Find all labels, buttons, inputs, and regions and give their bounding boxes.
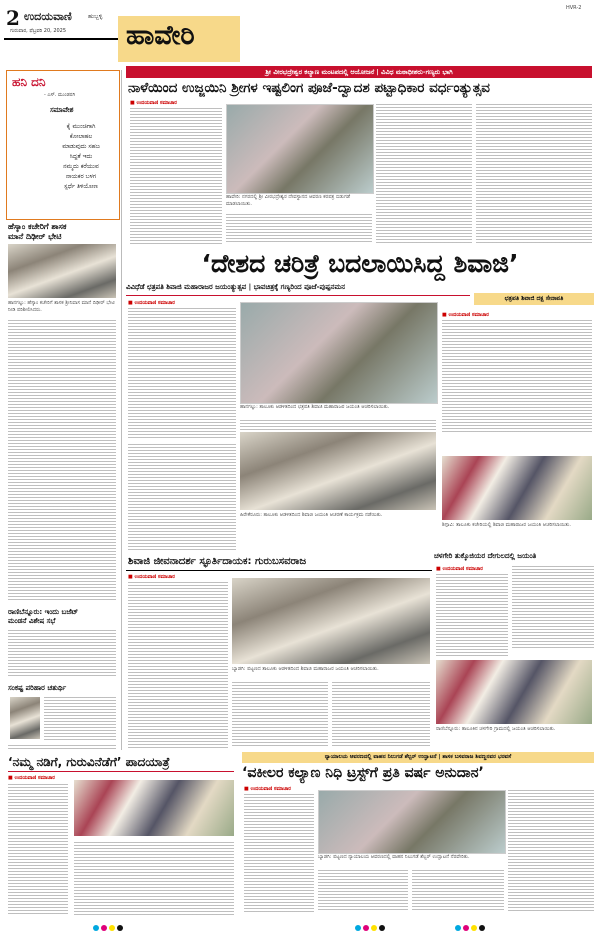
main-subhead-rule <box>126 295 470 296</box>
mid-body-col3 <box>332 682 430 748</box>
mid-byline: ■ ಉದಯವಾಣಿ ಸಮಾಚಾರ <box>128 574 175 580</box>
bottom-body-col3 <box>412 870 504 912</box>
left-photo-2 <box>10 697 40 739</box>
hani-dani-poem: ಕೈ ಮುಂಚಿಗಾಗಿ ಕೋಲಾಹಲ ಮಾಡುವುದು ಸಹಜ ಸಿದ್ದತೆ ಇದು ನಮ್ಮದು ಕರೆಯುವ ನಾಯಕರ ಬಳಗ ಸ್ಪರ್ಧೆ ತಿಳಿಯೋಣ <box>62 123 100 190</box>
black-dot <box>479 925 485 931</box>
right-mid-body-1 <box>436 574 508 656</box>
left-headline-4: ‘ನಮ್ಮ ನಡಿಗೆ, ಗುರುವಿನೆಡೆಗೆ’ ಪಾದಯಾತ್ರೆ <box>8 755 170 769</box>
yellow-dot <box>471 925 477 931</box>
left-body-1 <box>8 320 116 602</box>
mid-photo <box>232 578 430 664</box>
main-photo-3 <box>442 456 592 520</box>
yellow-dot <box>371 925 377 931</box>
mid-body-col2 <box>232 682 328 748</box>
left-body-4b <box>74 842 234 916</box>
registration-marks-1 <box>92 916 124 935</box>
corner-tag: HVR-2 <box>566 5 582 11</box>
column-divider <box>121 70 122 750</box>
hani-dani-author: - ಎಸ್. ಮುಂಡರಗಿ <box>44 92 76 98</box>
magenta-dot <box>463 925 469 931</box>
cyan-dot <box>93 925 99 931</box>
left-body-3b <box>8 745 116 751</box>
main-body-col3 <box>128 444 236 552</box>
main-headline: ‘ದೇಶದ ಚರಿತ್ರೆ ಬದಲಾಯಿಸಿದ್ದ ಶಿವಾಜಿ’ <box>201 249 519 278</box>
magenta-dot <box>101 925 107 931</box>
top-body-col3 <box>376 104 472 244</box>
right-mid-photo <box>436 660 592 724</box>
bottom-headline: ‘ವಕೀಲರ ಕಲ್ಯಾಣ ನಿಧಿ ಟ್ರಸ್ಟ್‌ಗೆ ಪ್ರತಿ ವರ್ಷ ಅನುದಾನ’ <box>242 765 484 781</box>
left-caption-1: ಹಾನಗಲ್ಲು: ಹೆಸ್ಕಾಂ ಕಚೇರಿಗೆ ಶಾಸಕ ಶ್ರೀನಿವಾಸ ಮಾನೆ ದಿಢೀರ್ ಭೇಟಿ ನೀಡಿ ಪರಿಶೀಲಿಸಿದರು. <box>8 300 115 313</box>
cyan-dot <box>355 925 361 931</box>
registration-marks-2 <box>354 916 386 935</box>
section-title: ಹಾವೇರಿ <box>126 20 195 51</box>
left-headline-2: ರಾಣಿಬೆನ್ನೂರು: ಇಂದು ಬಜೆಟ್ ಮಂಡನೆ ವಿಶೇಷ ಸಭೆ <box>8 608 79 625</box>
top-headline: ನಾಳೆಯಿಂದ ಉಜ್ಜಯಿನಿ ಶ್ರೀಗಳ ಇಷ್ಟಲಿಂಗ ಪೂಜೆ-ದ್ವಾದಶ ಪಟ್ಟಾಧಿಕಾರ ವರ್ಧಂತ್ಯುತ್ಸವ <box>128 80 490 96</box>
edition-name: ಹುಬ್ಬಳ್ಳಿ <box>88 13 103 20</box>
date-line: ಗುರುವಾರ, ಫೆಬ್ರವರಿ 20, 2025 <box>10 28 67 34</box>
right-body-1 <box>442 320 592 432</box>
left-headline-1: ಹೆಸ್ಕಾಂ ಕಚೇರಿಗೆ ಶಾಸಕ ಮಾನೆ ದಿಢೀರ್ ಭೇಟಿ <box>8 222 67 241</box>
hani-dani-logo: ಹನಿ ದನಿ <box>12 75 46 89</box>
top-body-col2 <box>226 214 372 244</box>
mid-headline: ಶಿವಾಜಿ ಜೀವನಾದರ್ಶ ಸ್ಫೂರ್ತಿದಾಯಕ: ಗುರುಬಸವರಾಜ <box>128 556 307 567</box>
main-caption-1: ಹಾನಗಲ್ಲು: ತಾಲೂಕು ಆಡಳಿತದಿಂದ ಛತ್ರಪತಿ ಶಿವಾಜಿ ಮಹಾರಾಜರ ಜಯಂತಿ ಆಚರಿಸಲಾಯಿತು. <box>240 404 390 410</box>
bottom-body-col1 <box>244 794 314 912</box>
left-body-2 <box>8 630 116 678</box>
top-body-col1 <box>130 108 222 244</box>
left-headline-4-rule <box>8 771 234 772</box>
bottom-kicker: ನ್ಯಾಯಾಲಯ ಆವರಣದಲ್ಲಿ ವಾಹನ ನಿಲುಗಡೆ ಶೆಲ್ಟರ್ ಉದ್ಘಾಟನೆ | ಶಾಸಕ ಬಸವರಾಜ ಶಿವಣ್ಣನವರ ಭರವಸೆ <box>242 752 594 763</box>
paper-name: ಉದಯವಾಣಿ <box>24 10 72 23</box>
left-headline-3: ಸಂಕಷ್ಟ ಪರಿಹಾರ ಚತುರ್ಥಿ <box>8 684 67 692</box>
left-byline-4: ■ ಉದಯವಾಣಿ ಸಮಾಚಾರ <box>8 775 55 781</box>
cyan-dot <box>455 925 461 931</box>
right-mid-headline: ಚಳಗೇರಿ ತುಕ್ಕೊಜಿಯರ ದೇಗುಲದಲ್ಲಿ ಜಯಂತಿ <box>434 552 537 560</box>
black-dot <box>117 925 123 931</box>
bottom-photo <box>318 790 506 854</box>
registration-marks-3 <box>454 916 486 935</box>
main-caption-3: ಶಿಗ್ಗಾವಿ: ತಾಲೂಕು ಕಚೇರಿಯಲ್ಲಿ ಶಿವಾಜಿ ಮಹಾರಾಜರ ಜಯಂತಿ ಆಚರಿಸಲಾಯಿತು. <box>442 522 571 528</box>
magenta-dot <box>363 925 369 931</box>
top-byline: ■ ಉದಯವಾಣಿ ಸಮಾಚಾರ <box>130 100 177 106</box>
left-photo-4 <box>74 780 234 836</box>
bottom-byline: ■ ಉದಯವಾಣಿ ಸಮಾಚಾರ <box>244 786 291 792</box>
right-mid-caption: ರಾಣಿಬೆನ್ನೂರು: ತಾಲೂಕಿನ ಚಳಗೇರಿ ಗ್ರಾಮದಲ್ಲಿ ಜಯಂತಿ ಆಚರಿಸಲಾಯಿತು. <box>436 726 556 732</box>
mid-body-col1 <box>128 582 228 748</box>
top-kicker: ಶ್ರೀ ವೀರಭದ್ರೇಶ್ವರ ಕಲ್ಯಾಣ ಮಂಟಪದಲ್ಲಿ ಆಯೋಜನೆ | ವಿವಿಧ ಮಠಾಧೀಶರು-ಗಣ್ಯರು ಭಾಗಿ <box>126 66 592 78</box>
masthead-rule <box>4 38 118 40</box>
left-body-4 <box>8 784 68 914</box>
yellow-dot <box>109 925 115 931</box>
main-caption-2: ಹಿರೇಕೆರೂರು: ತಾಲೂಕು ಆಡಳಿತದಿಂದ ಶಿವಾಜಿ ಜಯಂತಿ ಆಚರಣೆ ಕಾರ್ಯಕ್ರಮ ನಡೆಯಿತು. <box>240 512 383 518</box>
top-body-col4 <box>476 104 592 244</box>
black-dot <box>379 925 385 931</box>
mid-rule <box>126 570 432 571</box>
main-photo-1 <box>240 302 438 404</box>
page-number: 2 <box>6 6 20 30</box>
bottom-body-col4 <box>508 790 594 912</box>
left-photo-1 <box>8 244 116 298</box>
right-mid-body-2 <box>512 566 594 650</box>
top-caption: ಹಾವೇರಿ: ನಗರದಲ್ಲಿ ಶ್ರೀ ವೀರಭದ್ರೇಶ್ವರ ದೇವಸ್ಥಾನದ ಆವರಣ ಕರಪತ್ರ ಬಿಡುಗಡೆ ಮಾಡಲಾಯಿತು. <box>226 194 351 207</box>
mid-caption: ಬ್ಯಾಡಗಿ: ಪಟ್ಟಣದ ತಾಲೂಕು ಆಡಳಿತದಿಂದ ಶಿವಾಜಿ ಮಹಾರಾಜರ ಜಯಂತಿ ಆಚರಿಸಲಾಯಿತು. <box>232 666 379 672</box>
top-photo <box>226 104 374 194</box>
main-byline: ■ ಉದಯವಾಣಿ ಸಮಾಚಾರ <box>128 300 175 306</box>
main-photo-2 <box>240 432 436 510</box>
right-mid-byline: ■ ಉದಯವಾಣಿ ಸಮಾಚಾರ <box>436 566 483 572</box>
main-body-col1 <box>128 308 236 440</box>
bottom-body-col2 <box>318 870 408 912</box>
main-subhead: ವಿವಿಧೆಡೆ ಛತ್ರಪತಿ ಶಿವಾಜಿ ಮಹಾರಾಜರ ಜಯಂತ್ಯುತ್ಸವ | ಭಾವಚಿತ್ರಕ್ಕೆ ಗಣ್ಯರಿಂದ ಪೂಜೆ-ಪುಷ್ಪನಮನ <box>126 283 345 291</box>
right-byline-1: ■ ಉದಯವಾಣಿ ಸಮಾಚಾರ <box>442 312 489 318</box>
left-body-3 <box>44 697 116 741</box>
hani-dani-topic: ಸಮಾವೇಶ <box>50 106 74 114</box>
bottom-caption: ಬ್ಯಾಡಗಿ: ಪಟ್ಟಣದ ನ್ಯಾಯಾಲಯ ಆವರಣದಲ್ಲಿ ವಾಹನ ನಿಲುಗಡೆ ಶೆಲ್ಟರ್ ಉದ್ಘಾಟನೆ ನೆರವೇರಿತು. <box>318 854 470 860</box>
main-side-kicker: ಛತ್ರಪತಿ ಶಿವಾಜಿ ದಕ್ಷ ಸೇನಾಪತಿ <box>474 293 594 305</box>
